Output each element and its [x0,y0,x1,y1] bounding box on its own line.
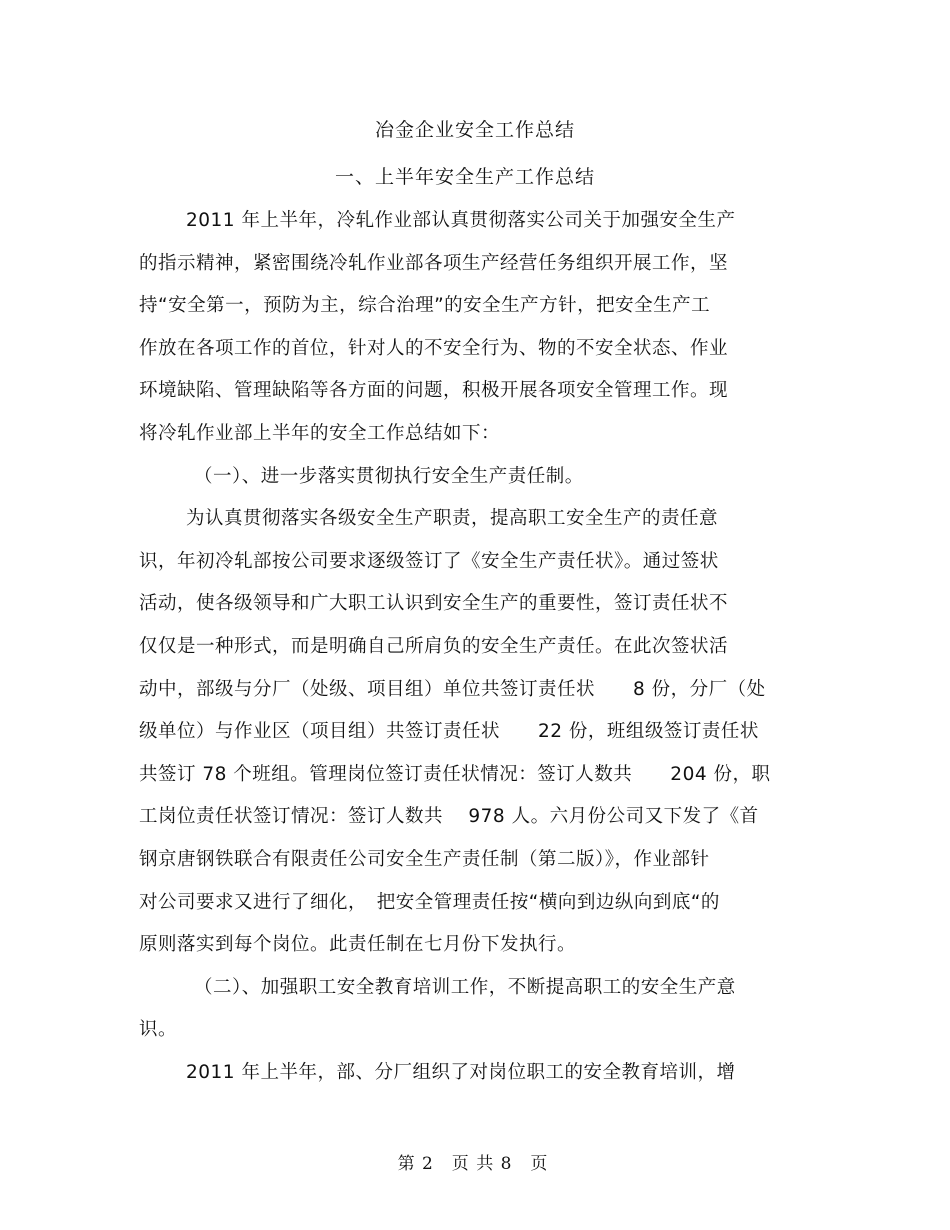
paragraph-line: 工岗位责任状签订情况：签订人数共 978 人。六月份公司又下发了《首 [139,806,759,828]
paragraph-line: 共签订 78 个班组。管理岗位签订责任状情况：签订人数共 204 份，职 [139,763,771,785]
paragraph-line: 为认真贯彻落实各级安全生产职责，提高职工安全生产的责任意 [186,508,719,530]
paragraph-line: 识，年初冷轧部按公司要求逐级签订了《安全生产责任状》。通过签状 [139,550,719,572]
paragraph-line: 钢京唐钢铁联合有限责任公司安全生产责任制（第二版）》，作业部针 [139,848,710,870]
subsection-heading: （一）、进一步落实贯彻执行安全生产责任制。 [194,465,584,487]
paragraph-line: 持“安全第一，预防为主，综合治理”的安全生产方针，把安全生产工 [139,295,711,317]
section-heading: 一、上半年安全生产工作总结 [334,166,595,188]
paragraph-line: 对公司要求又进行了细化， 把安全管理责任按“横向到边纵向到底“的 [139,891,720,913]
paragraph-line: 级单位）与作业区（项目组）共签订责任状 22 份，班组级签订责任状 [139,721,759,743]
page-number: 第 2 页 共 8 页 [397,1154,549,1174]
paragraph-line: 的指示精神，紧密围绕冷轧作业部各项生产经营任务组织开展工作，坚 [139,252,729,274]
paragraph-line: 动中，部级与分厂（处级、项目组）单位共签订责任状 8 份，分厂（处 [139,678,766,700]
document-body [139,207,819,1101]
paragraph-line: 活动，使各级领导和广大职工认识到安全生产的重要性，签订责任状不 [139,593,729,615]
paragraph-line: 将冷轧作业部上半年的安全工作总结如下： [139,422,501,444]
paragraph-line: 作放在各项工作的首位，针对人的不安全行为、物的不安全状态、作业 [139,337,729,359]
paragraph-line: 2011 年上半年，冷轧作业部认真贯彻落实公司关于加强安全生产 [186,210,736,231]
paragraph-line: 仅仅是一种形式，而是明确自己所肩负的安全生产责任。在此次签状活 [139,635,729,657]
paragraph-line: 环境缺陷、管理缺陷等各方面的问题，积极开展各项安全管理工作。现 [139,380,729,402]
paragraph-line: 原则落实到每个岗位。此责任制在七月份下发执行。 [139,934,577,956]
subsection-heading: （二）、加强职工安全教育培训工作，不断提高职工的安全生产意 [194,976,736,998]
document-title: 冶金企业安全工作总结 [374,119,575,141]
paragraph-line: 2011 年上半年，部、分厂组织了对岗位职工的安全教育培训，增 [186,1061,736,1083]
paragraph-line: 识。 [139,1019,178,1041]
